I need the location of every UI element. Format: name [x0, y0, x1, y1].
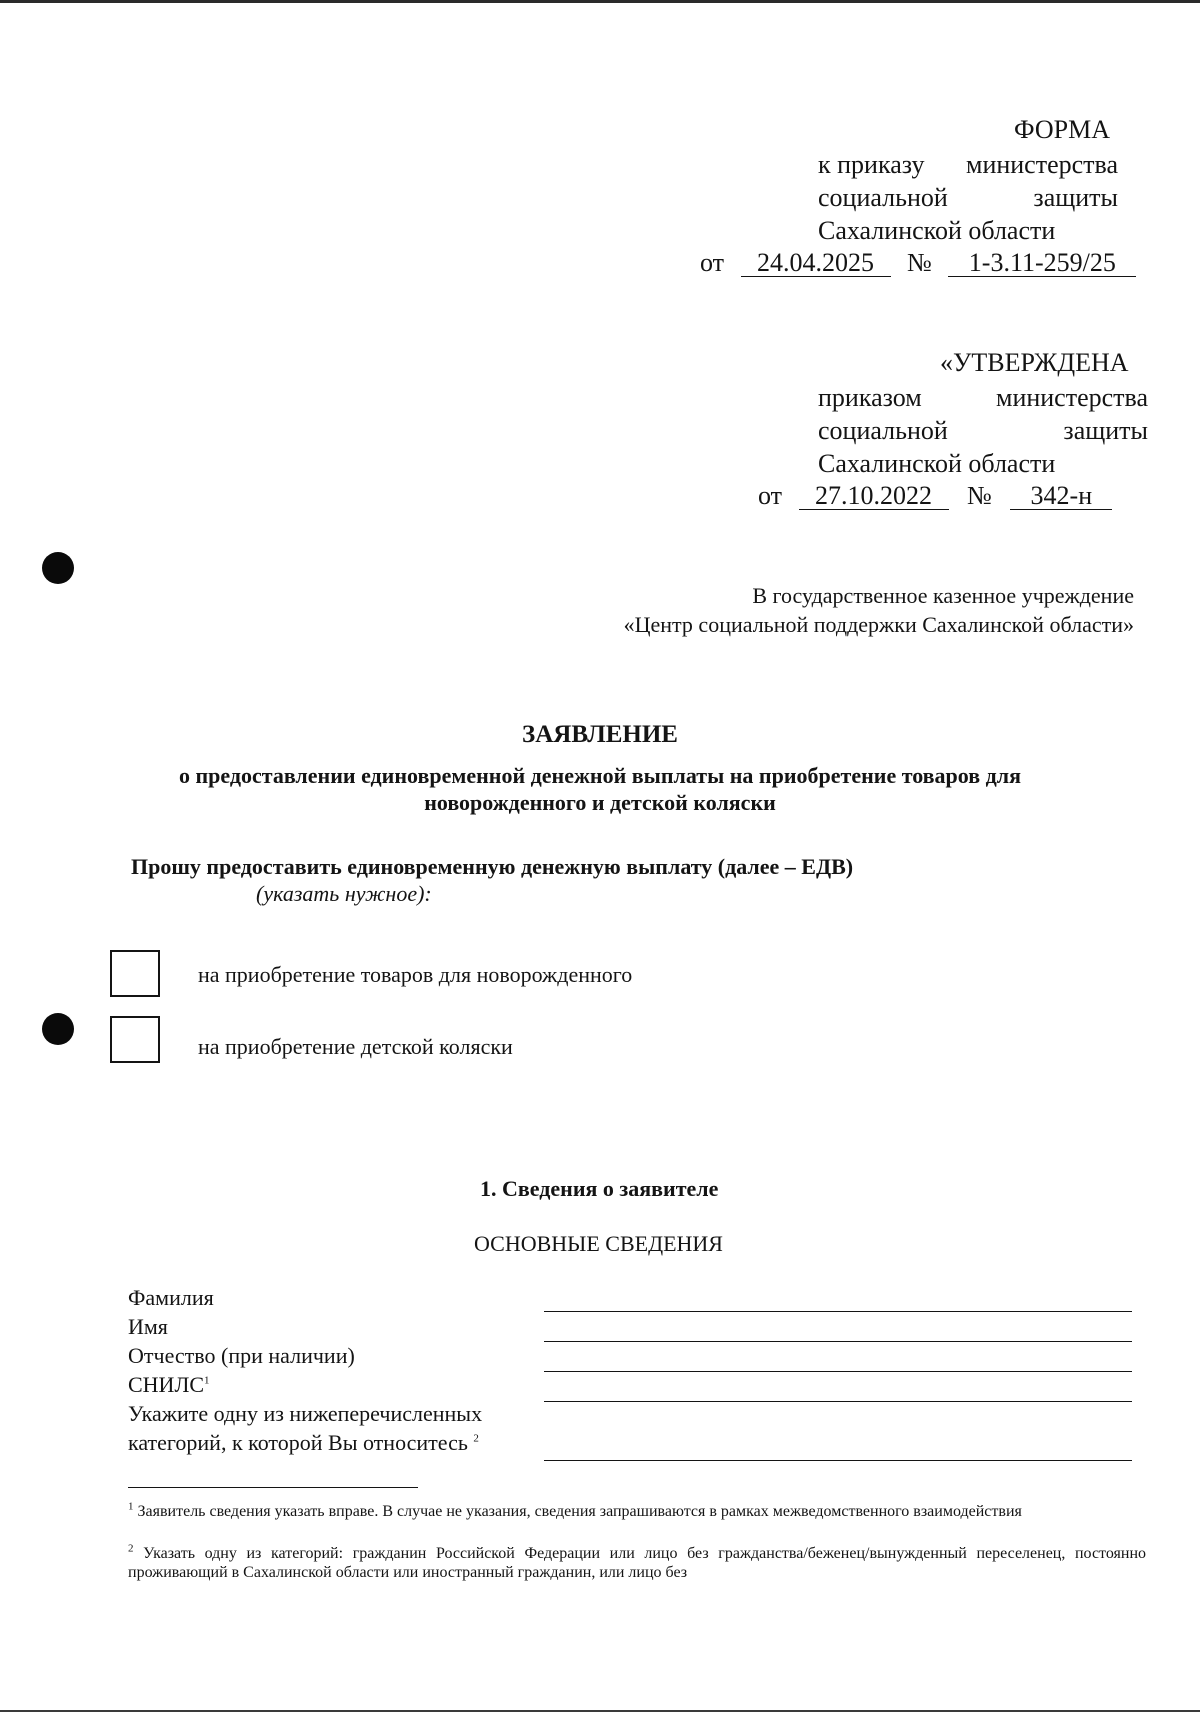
field-label-surname: Фамилия [128, 1285, 214, 1310]
form-line2-left: социальной [818, 183, 948, 212]
footnote-1-mark: 1 [128, 1500, 134, 1513]
approved-line1 [818, 381, 1148, 414]
form-line1 [818, 148, 1118, 181]
form-date: 24.04.2025 [741, 250, 891, 277]
approved-line1-left: приказом [818, 383, 922, 412]
addressee-line1: В государственное казенное учреждение [752, 583, 1134, 608]
approved-line2-left: социальной [818, 416, 948, 445]
form-line2-right: защиты [1033, 183, 1118, 212]
request-text: Прошу предоставить единовременную денежную выплату (далее – ЕДВ) [131, 854, 854, 879]
approved-date-prefix: от [758, 481, 783, 510]
input-line-category[interactable] [544, 1460, 1132, 1461]
field-label-category-line2 [128, 1428, 479, 1457]
form-date-line [700, 246, 1136, 279]
input-line-patronymic[interactable] [544, 1371, 1132, 1372]
document-subtitle-line2: новорожденного и детской коляски [424, 790, 776, 815]
field-label-patronymic: Отчество (при наличии) [128, 1343, 355, 1368]
footnote-2-mark: 2 [128, 1542, 134, 1555]
form-title: ФОРМА [1014, 115, 1110, 144]
snils-text: СНИЛС [128, 1372, 205, 1397]
scan-edge-bottom [0, 1710, 1200, 1712]
approved-date: 27.10.2022 [799, 483, 949, 510]
addressee-line2: «Центр социальной поддержки Сахалинской области» [623, 612, 1134, 637]
form-line3: Сахалинской области [818, 216, 1056, 245]
section1-subtitle: ОСНОВНЫЕ СВЕДЕНИЯ [474, 1231, 723, 1256]
approved-line2-right: защиты [1063, 416, 1148, 445]
footnote-1-text: Заявитель сведения указать вправе. В случае не указания, сведения запрашиваются в рамках межведомственного взаимодействия [137, 1503, 1022, 1520]
category-text: категорий, к которой Вы относитесь [128, 1430, 468, 1455]
instruction-text: (указать нужное): [256, 881, 432, 906]
input-line-snils[interactable] [544, 1401, 1132, 1402]
approved-number: 342-н [1010, 483, 1112, 510]
approved-line3: Сахалинской области [818, 449, 1056, 478]
checkbox-newborn-goods[interactable] [110, 950, 160, 997]
input-line-name[interactable] [544, 1341, 1132, 1342]
checkbox-baby-stroller[interactable] [110, 1016, 160, 1063]
footnote-2 [128, 1544, 1146, 1582]
document-subtitle-line1: о предоставлении единовременной денежной выплаты на приобретение товаров для [178, 763, 1021, 788]
approved-number-sign: № [967, 481, 992, 510]
form-number-sign: № [907, 248, 932, 277]
option-baby-stroller-label: на приобретение детской коляски [198, 1034, 513, 1059]
field-label-snils [128, 1370, 210, 1399]
footnote-separator [128, 1487, 418, 1488]
approved-line1-right: министерства [995, 383, 1148, 412]
approved-title: «УТВЕРЖДЕНА [940, 348, 1129, 377]
document-title: ЗАЯВЛЕНИЕ [522, 721, 678, 748]
form-line2 [818, 181, 1118, 214]
punch-hole-bottom [42, 1013, 74, 1045]
punch-hole-top [42, 552, 74, 584]
option-newborn-goods-label: на приобретение товаров для новорожденного [198, 962, 633, 987]
category-footnote-mark: 2 [473, 1432, 479, 1445]
section1-title: 1. Сведения о заявителе [480, 1176, 719, 1201]
footnote-1 [128, 1502, 1146, 1521]
approved-line2 [818, 414, 1148, 447]
form-line1-left: к приказу [818, 150, 925, 179]
form-line1-right: министерства [965, 150, 1118, 179]
scan-edge-top [0, 0, 1200, 3]
approved-date-line [758, 479, 1112, 512]
snils-footnote-mark: 1 [204, 1374, 210, 1387]
input-line-surname[interactable] [544, 1311, 1132, 1312]
field-label-category-line1: Укажите одну из нижеперечисленных [128, 1401, 483, 1426]
field-label-name: Имя [128, 1314, 168, 1339]
form-number: 1-3.11-259/25 [948, 250, 1136, 277]
form-date-prefix: от [700, 248, 725, 277]
footnote-2-text: Указать одну из категорий: гражданин Российской Федерации или лицо без гражданства/беженец/вынужденный переселенец, постоянно проживающий в Сахалинской области или иностранный гражданин, или лицо без [128, 1545, 1147, 1581]
